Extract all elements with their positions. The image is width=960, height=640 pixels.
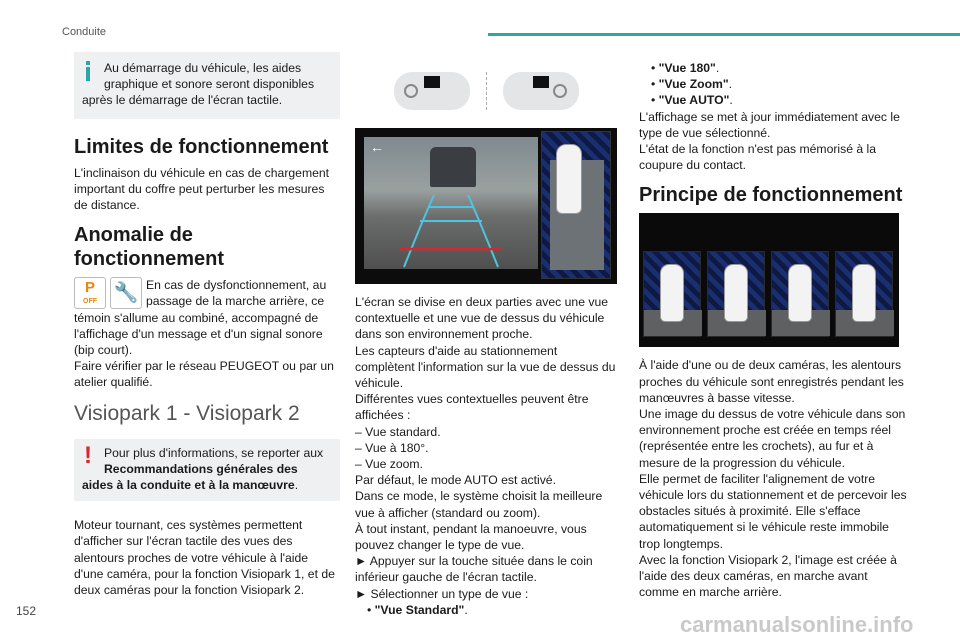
option-standard: "Vue Standard" (374, 602, 465, 617)
guide-lines (364, 137, 538, 269)
warning-note (74, 439, 340, 502)
state-text: L'état de la fonction n'est pas mémorisé à la coupure du contact. (639, 142, 877, 173)
option-zoom: "Vue Zoom" (658, 77, 729, 92)
warn-line3-bold: aides à la conduite et à la manœuvre (82, 478, 295, 493)
column-3: • "Vue 180". • "Vue Zoom". • "Vue AUTO". L'affichage se met à jour immédiatement avec le type de vue sélectionné. L'état de la fonction n'est pas mémorisé à la coupure du contact. Principe de fonctionnement À l'aide d'une ou de deux caméras, les alentours proches du véhicule sont enregistrés pendant les manœuvres à basse vitesse. Une image du dessus de votre véhicule dans son environnement proche est créée en temps réel (représentée entre les crochets), au fur et à mesure de la progression du véhicule. Elle permet de faciliter l'alignement de votre véhicule lors du stationnement et de percevoir les obstacles situés à proximité. Elle s'efface automatiquement si le véhicule reste immobile trop longtemps. Avec la fonction Visiopark 2, l'image est créée à l'aide des deux caméras, en marche avant comme en marche arrière. (639, 60, 909, 600)
header-section-label: Conduite (62, 26, 107, 38)
warn-line2-bold: Recommandations générales des (104, 461, 298, 476)
tile-1 (643, 251, 701, 337)
limites-text: L'inclinaison du véhicule en cas de chargement important du coffre peut perturber les mesures de distance. (74, 165, 330, 213)
p-letter: P (84, 279, 95, 297)
tile-3 (771, 251, 829, 337)
info-icon (85, 61, 91, 81)
info-note-line1: Au démarrage du véhicule, les aides (104, 61, 302, 75)
warn-line1: Pour plus d'informations, se reporter aux (104, 445, 324, 460)
page-number: 152 (16, 604, 37, 618)
auto-text: Par défaut, le mode AUTO est activé. (355, 473, 556, 488)
option-180: "Vue 180" (658, 61, 716, 75)
tile-4 (835, 251, 893, 337)
tile-2 (707, 251, 765, 337)
intro-text: Moteur tournant, ces systèmes permettent d'afficher sur l'écran tactile des vues des alentours proches de votre véhicule à l'aide d'une caméra, pour la fonction Visiopark 1, et de deux caméras pour la fonction Visiopark 2. (74, 518, 335, 598)
info-note-line3: après le démarrage de l'écran tactile. (82, 93, 283, 108)
rear-camera-icon (503, 72, 579, 110)
top-view-sequence-image (639, 213, 899, 347)
option-auto: "Vue AUTO" (658, 93, 730, 108)
step-1: ► Appuyer sur la touche située dans le coin inférieur gauche de l'écran tactile. (355, 554, 593, 585)
off-label: OFF (83, 298, 97, 306)
anomalie-row (74, 277, 340, 309)
view-std: – Vue standard. (355, 424, 441, 439)
column-2: ← L'écran se divise en deux parties avec une vue contextuelle et une vue de dessus du véhicule dans son environnement proche. Les capteurs d'aide au stationnement complètent l'information sur la vue de dessus du véhicule. Différentes vues contextuelles peuvent être affichées : – Vue standard. – Vue à 180°. – Vue zoom. Par défaut, le mode AUTO est activé. Dans ce mode, le système choisit la meilleure vue à afficher (standard ou zoom). À tout instant, pendant la manoeuvre, vous pouvez changer le type de vue. ► Appuyer sur la touche située dans le coin inférieur gauche de l'écran tactile. ► Sélectionner un type de vue : • "Vue Standard". (355, 52, 617, 618)
principe-text-3: Elle permet de faciliter l'alignement de votre véhicule lors du stationnement et de percevoir les obstacles situés à proximité. Elle s'efface automatiquement si le véhicule reste immobile trop longtemps. (639, 471, 907, 551)
screen-text-1: L'écran se divise en deux parties avec une vue contextuelle et une vue de dessus du véhicule dans son environnement proche. (355, 295, 609, 342)
principe-title: Principe de fonctionnement (639, 184, 903, 207)
warning-exclamation-icon: ! (84, 441, 92, 469)
principe-text-1: À l'aide d'une ou de deux caméras, les alentours proches du véhicule sont enregistrés pendant les manœuvres à basse vitesse. (639, 358, 904, 405)
view-180: – Vue à 180°. (355, 440, 429, 455)
principe-text-2: Une image du dessus de votre véhicule dans son environnement proche est créée en temps réel (représentée entre les crochets), au fur et à mesure de la progression du véhicule. (639, 407, 906, 470)
watermark: carmanualsonline.info (680, 612, 914, 637)
column-1 (74, 52, 340, 598)
auto-text-2: Dans ce mode, le système choisit la meilleure vue à afficher (standard ou zoom). (355, 489, 603, 520)
wrench-glyph: 🔧 (113, 282, 139, 305)
header-accent-bar (488, 33, 960, 36)
parking-sensor-off-icon (74, 277, 106, 309)
back-arrow-icon[interactable]: ← (370, 139, 384, 155)
anomalie-text-3: Faire vérifier par le réseau PEUGEOT ou par un atelier qualifié. (74, 359, 334, 390)
anomalie-title: Anomalie de fonctionnement (74, 224, 224, 271)
step-2: ► Sélectionner un type de vue : (355, 586, 529, 601)
top-car-image (556, 144, 582, 214)
view-zoom: – Vue zoom. (355, 457, 423, 472)
contextual-view (364, 137, 538, 269)
parking-camera-screen (355, 128, 617, 284)
camera-icons (355, 72, 617, 110)
change-text: À tout instant, pendant la manoeuvre, vous pouvez changer le type de vue. (355, 521, 587, 553)
anomalie-text-2: témoin s'allume au combiné, accompagné de l'affichage d'un message et d'un signal sonore (bip court). (74, 310, 323, 358)
principe-text-4: Avec la fonction Visiopark 2, l'image est créée à l'aide des deux caméras, en marche avant comme en marche arrière. (639, 552, 897, 600)
info-note (74, 52, 340, 119)
top-view (541, 131, 611, 279)
visiopark-title: Visiopark 1 - Visiopark 2 (74, 401, 300, 425)
wrench-icon (110, 277, 142, 309)
separator (486, 72, 487, 110)
screen-text-3: Différentes vues contextuelles peuvent être affichées : (355, 392, 589, 423)
warn-line3-end: . (294, 478, 299, 493)
screen-text-2: Les capteurs d'aide au stationnement complètent l'information sur la vue de dessus du véhicule. (355, 343, 616, 391)
anomalie-text-1: En cas de dysfonctionnement, au passage de la marche arrière, ce (146, 278, 327, 309)
front-camera-icon (394, 72, 470, 110)
limites-title: Limites de fonctionnement (74, 135, 329, 158)
update-text: L'affichage se met à jour immédiatement avec le type de vue sélectionné. (639, 109, 900, 140)
info-note-line2: graphique et sonore seront disponibles (104, 77, 315, 92)
